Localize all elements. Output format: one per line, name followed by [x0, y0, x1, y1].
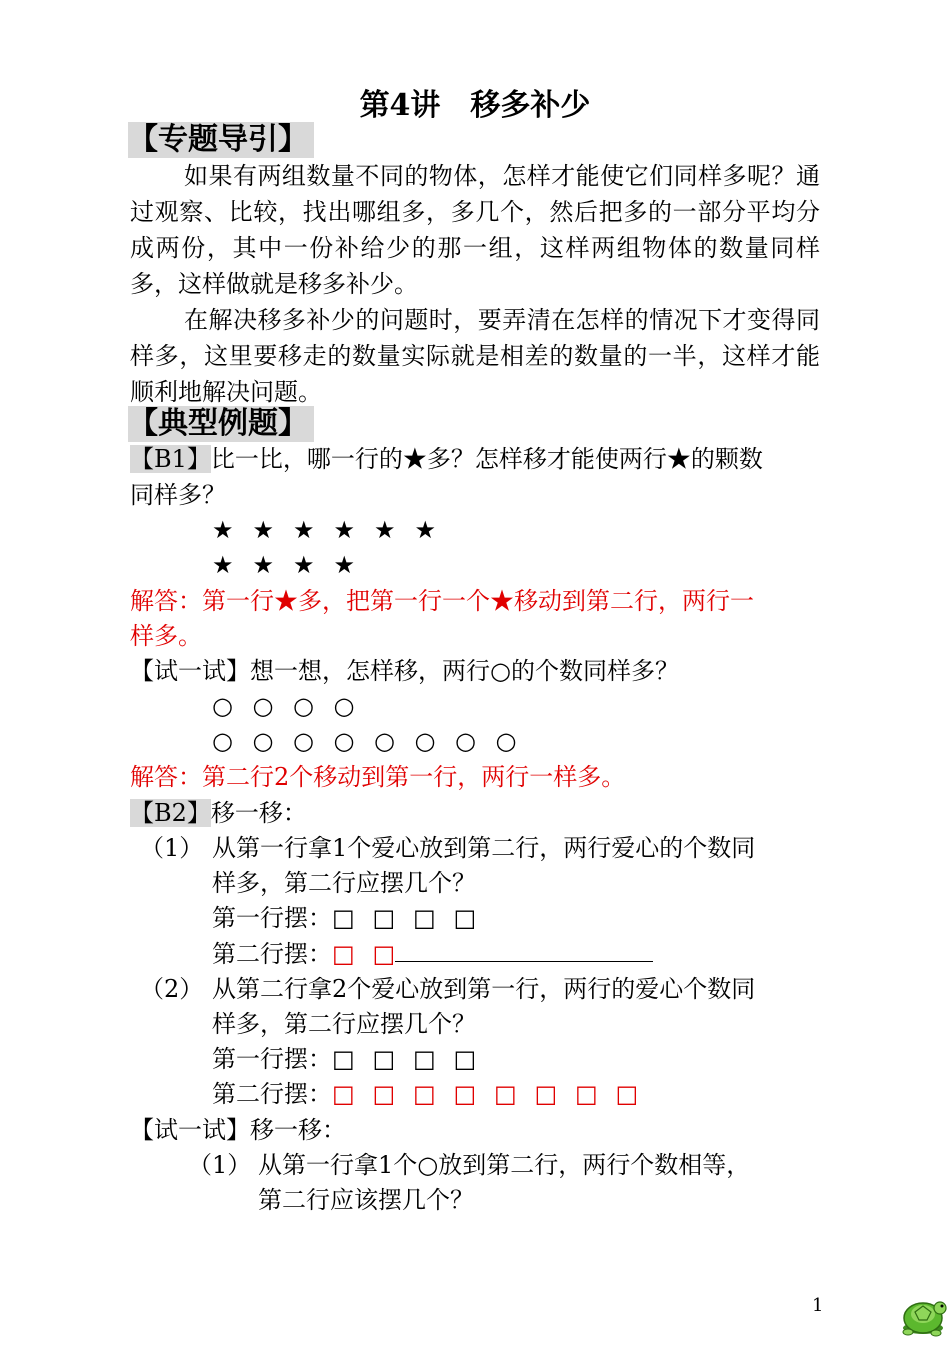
b2-tag: 【B2】: [130, 799, 211, 827]
try1-tag: 【试一试】: [130, 657, 250, 685]
turtle-mascot-icon: [898, 1288, 948, 1338]
try1-answer: 解答：第二行2个移动到第一行，两行一样多。: [130, 763, 626, 791]
try2-intro: 【试一试】移一移：: [130, 1116, 346, 1144]
intro-paragraph-2: 在解决移多补少的问题时，要弄清在怎样的情况下才变得同样多，这里要移走的数量实际就是相差的数量的一半，这样才能顺利地解决问题。: [130, 306, 820, 406]
page-number: 1: [812, 1295, 824, 1316]
try2-tag: 【试一试】: [130, 1116, 250, 1144]
page-title: 第4讲 移多补少: [359, 88, 591, 123]
try1-question: 【试一试】想一想，怎样移，两行○的个数同样多？: [130, 657, 679, 685]
b2-part1-row-2: 第二行摆：□ □: [212, 935, 653, 972]
b2-part2-row-2: 第二行摆：□ □ □ □ □ □ □ □: [212, 1080, 639, 1108]
b2-part1-row-1: 第一行摆：□ □ □ □: [212, 904, 477, 932]
section-heading-intro: 【专题导引】: [128, 122, 314, 158]
try1-circle-row-1: ○ ○ ○ ○: [212, 692, 355, 720]
b2-intro: 【B2】移一移：: [130, 799, 307, 827]
b2-part2-row-1: 第一行摆：□ □ □ □: [212, 1045, 477, 1073]
try2-part1-line-2: 第二行应该摆几个？: [258, 1186, 474, 1214]
b1-answer-line-1: 解答：第一行★多，把第一行一个★移动到第二行，两行一: [130, 587, 754, 615]
try2-part1-number: （1）: [188, 1151, 252, 1179]
intro-paragraph-1: 如果有两组数量不同的物体，怎样才能使它们同样多呢？通过观察、比较，找出哪组多，多几个，然后把多的一部分平均分成两份，其中一份补给少的那一组，这样两组物体的数量同样多，这样做就是移多补少。: [130, 162, 820, 298]
answer-blank-line[interactable]: [395, 935, 653, 962]
b2-part1-line-1: 从第一行拿1个爱心放到第二行，两行爱心的个数同: [212, 834, 756, 862]
b1-question-line-1: 【B1】比一比，哪一行的★多？怎样移才能使两行★的颗数: [130, 445, 763, 473]
b2-part1-line-2: 样多，第二行应摆几个？: [212, 869, 476, 897]
try2-part1-line-1: 从第一行拿1个○放到第二行，两行个数相等，: [258, 1151, 751, 1179]
b2-part2-line-2: 样多，第二行应摆几个？: [212, 1010, 476, 1038]
section-heading-examples: 【典型例题】: [128, 406, 314, 442]
try1-circle-row-2: ○ ○ ○ ○ ○ ○ ○ ○: [212, 727, 517, 755]
b1-star-row-1: ★ ★ ★ ★ ★ ★: [212, 516, 437, 544]
b2-part1-number: （1）: [140, 834, 204, 862]
b1-answer-line-2: 样多。: [130, 622, 202, 650]
b1-star-row-2: ★ ★ ★ ★: [212, 551, 356, 579]
b2-part2-number: （2）: [140, 975, 204, 1003]
b1-tag: 【B1】: [130, 445, 211, 473]
b1-question-line-2: 同样多？: [130, 481, 226, 509]
b2-part2-line-1: 从第二行拿2个爱心放到第一行，两行的爱心个数同: [212, 975, 756, 1003]
